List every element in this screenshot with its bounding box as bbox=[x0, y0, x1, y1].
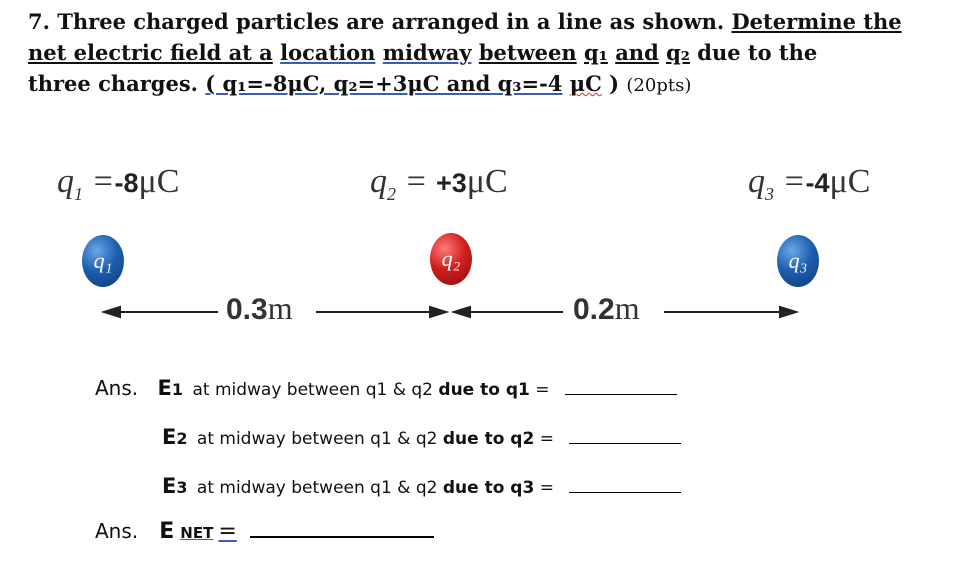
arrow-head-left-b bbox=[454, 307, 470, 317]
task-and: and bbox=[615, 40, 659, 65]
distance-label-2: 0.2m bbox=[573, 290, 640, 326]
distance-label-1: 0.3m bbox=[226, 290, 293, 326]
answer-blank-e1[interactable] bbox=[565, 380, 677, 395]
values-unit: μC bbox=[569, 71, 602, 96]
answer-row-net: Ans. E NET = bbox=[95, 519, 434, 544]
answer-lead: Ans. bbox=[95, 376, 139, 400]
task-line1: Determine the bbox=[731, 9, 902, 34]
charge-ball-q2: q₂ bbox=[430, 233, 472, 285]
task-q1: q₁ bbox=[583, 40, 608, 65]
arrow-head-left-a bbox=[104, 307, 120, 317]
answer-row-e3: E3 at midway between q1 & q2 due to q3 = bbox=[162, 474, 681, 498]
task-tail: due to the bbox=[697, 40, 818, 65]
answer-row-e1: Ans. E1 at midway between q1 & q2 due to q1 = bbox=[95, 376, 677, 400]
task-q2: q₂ bbox=[666, 40, 690, 65]
charge-ball-q3: q₃ bbox=[777, 235, 819, 287]
charge-label-q1: $q_1 =-8\mu C$ bbox=[57, 163, 180, 204]
charge-label-q3: $q_3 =-4\mu C$ bbox=[748, 163, 871, 204]
question-text bbox=[28, 6, 933, 101]
task-line2a: net electric field at a bbox=[28, 40, 273, 65]
points-label: (20pts) bbox=[626, 75, 692, 96]
answer-row-e2: E2 at midway between q1 & q2 due to q2 = bbox=[162, 425, 681, 449]
task-location: location bbox=[280, 40, 376, 65]
charge-ball-q1: q₁ bbox=[82, 235, 124, 287]
answer-blank-net[interactable] bbox=[250, 522, 434, 538]
arrow-head-right-a bbox=[430, 307, 446, 317]
task-between: between bbox=[478, 40, 577, 65]
arrow-head-right-b bbox=[780, 307, 796, 317]
answer-blank-e2[interactable] bbox=[569, 429, 681, 444]
values-open: ( q₁=-8μC, q₂=+3μC and q₃=-4 bbox=[205, 71, 563, 96]
answer-blank-e3[interactable] bbox=[569, 478, 681, 493]
question-number: 7. bbox=[28, 9, 50, 34]
task-midway: midway bbox=[382, 40, 472, 65]
question-intro: Three charged particles are arranged in a line as shown. bbox=[57, 9, 725, 34]
values-close: ) bbox=[609, 71, 620, 96]
charge-label-q2: $q_2 = +3\mu C$ bbox=[370, 163, 508, 204]
line3-lead: three charges. bbox=[28, 71, 198, 96]
distance-arrows bbox=[0, 296, 961, 328]
